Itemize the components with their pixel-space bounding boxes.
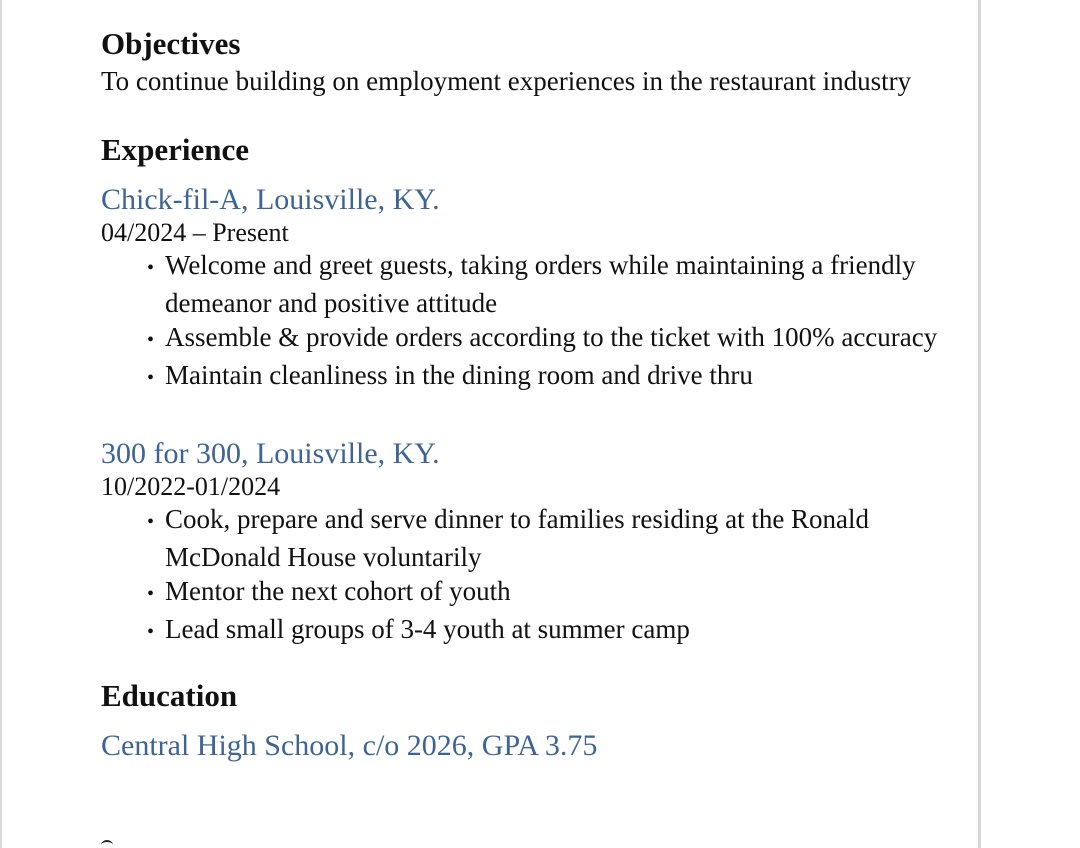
education-school: Central High School, c/o 2026, GPA 3.75 [101, 729, 598, 762]
job-org: Chick-fil-A, Louisville, KY. [101, 183, 440, 216]
bullet-icon: • [147, 511, 155, 533]
job-org: 300 for 300, Louisville, KY. [101, 437, 440, 470]
bullet-icon: • [147, 329, 155, 351]
bullet-text: Mentor the next cohort of youth [165, 576, 511, 606]
bullet-icon: • [147, 583, 155, 605]
bullet-item [131, 612, 921, 650]
bullet-item [131, 502, 921, 574]
bullet-text: Assemble & provide orders according to the ticket with 100% accuracy [165, 322, 938, 352]
job-entry-300-for-300 [101, 436, 981, 649]
bullet-text: Welcome and greet guests, taking orders while maintaining a friendly demeanor and positive attitude [165, 250, 916, 318]
experience-heading: Experience [101, 132, 250, 167]
bullet-item [131, 320, 971, 358]
job-bullets [101, 248, 971, 395]
education-heading: Education [101, 678, 238, 713]
bullet-icon: • [147, 366, 155, 389]
job-dates: 10/2022-01/2024 [101, 472, 281, 501]
bullet-item [131, 574, 921, 612]
bullet-text: Cook, prepare and serve dinner to families residing at the Ronald McDonald House voluntarily [165, 504, 870, 572]
bullet-item [131, 248, 971, 320]
job-dates: 04/2024 – Present [101, 218, 289, 247]
objectives-text: To continue building on employment experiences in the restaurant industry [101, 66, 912, 96]
bullet-icon: • [147, 257, 155, 279]
bullet-text: Maintain cleanliness in the dining room and drive thru [165, 359, 753, 390]
bullet-icon: • [147, 620, 155, 643]
bullet-item [131, 358, 971, 396]
page-margin-area [981, 0, 1080, 848]
bullet-text: Lead small groups of 3-4 youth at summer camp [165, 613, 690, 644]
objectives-heading: Objectives [101, 26, 241, 61]
page-left-edge [0, 0, 2, 848]
job-entry-chickfila [101, 182, 981, 395]
job-bullets [101, 502, 921, 649]
page-edge-mark [101, 840, 113, 848]
